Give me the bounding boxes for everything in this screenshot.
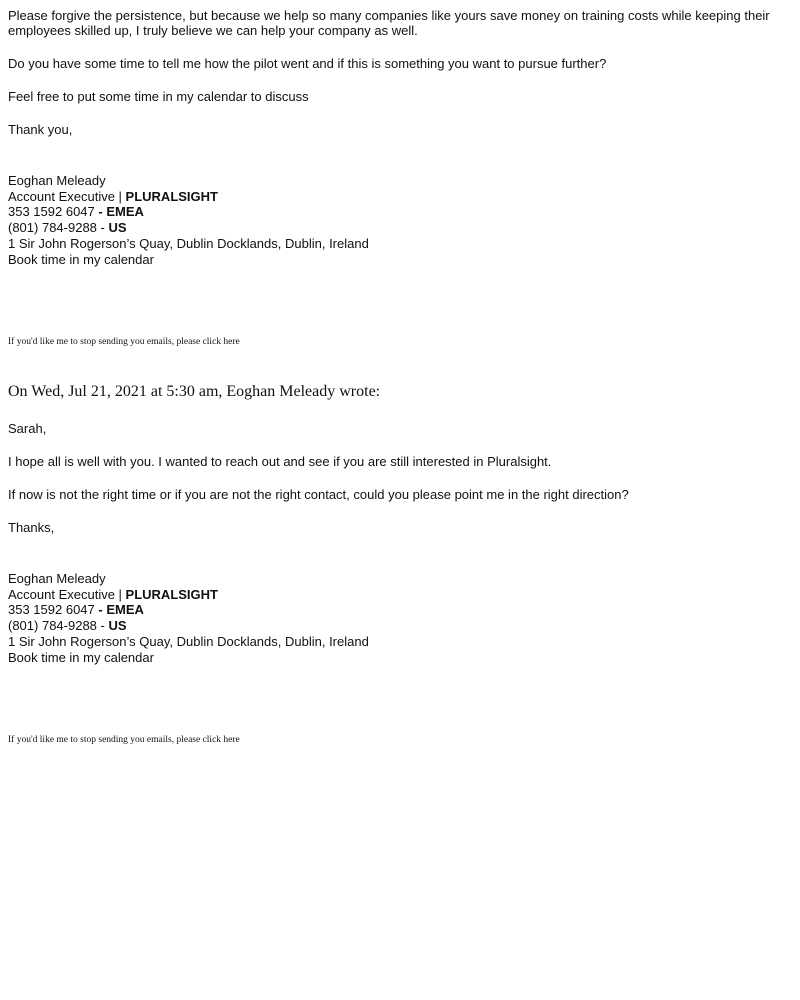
original-paragraph-2: If now is not the right time or if you are not the right contact, could you please point me in the right direction?: [8, 487, 629, 502]
signature-region2: US: [108, 618, 127, 634]
signature-block-2: [8, 571, 369, 665]
unsubscribe-link[interactable]: If you'd like me to stop sending you emails, please click here: [8, 337, 240, 347]
signature-phone1: 353 1592 6047: [8, 204, 99, 220]
signature-phone2: (801) 784-9288 -: [8, 220, 109, 236]
unsubscribe-link-2[interactable]: If you'd like me to stop sending you emails, please click here: [8, 735, 240, 745]
signature-address: 1 Sir John Rogerson’s Quay, Dublin Docklands, Dublin, Ireland: [8, 633, 369, 649]
signature-region2: US: [108, 220, 127, 236]
calendar-link[interactable]: Book time in my calendar: [8, 251, 154, 267]
reply-paragraph-3: Feel free to put some time in my calendar to discuss: [8, 89, 309, 104]
signature-phone-us: [8, 220, 369, 236]
reply-closing: Thank you,: [8, 122, 73, 137]
signature-address: 1 Sir John Rogerson’s Quay, Dublin Docklands, Dublin, Ireland: [8, 235, 369, 251]
signature-phone-emea: [8, 602, 369, 618]
original-greeting: Sarah,: [8, 421, 47, 436]
signature-phone-us: [8, 618, 369, 634]
signature-region1: - EMEA: [98, 602, 144, 618]
signature-name: Eoghan Meleady: [8, 173, 106, 188]
signature-title-line: [8, 587, 369, 603]
signature-title: Account Executive |: [8, 586, 126, 602]
calendar-link-2[interactable]: Book time in my calendar: [8, 649, 154, 665]
signature-company: PLURALSIGHT: [125, 188, 218, 204]
signature-name: Eoghan Meleady: [8, 571, 106, 586]
signature-phone2: (801) 784-9288 -: [8, 618, 109, 634]
signature-phone1: 353 1592 6047: [8, 602, 99, 618]
signature-region1: - EMEA: [98, 204, 144, 220]
signature-phone-emea: [8, 204, 369, 220]
signature-title-line: [8, 189, 369, 205]
original-closing: Thanks,: [8, 520, 55, 535]
signature-block: [8, 173, 369, 267]
signature-company: PLURALSIGHT: [125, 586, 218, 602]
reply-paragraph-2: Do you have some time to tell me how the pilot went and if this is something you want to pursue further?: [8, 56, 607, 71]
signature-title: Account Executive |: [8, 188, 126, 204]
reply-paragraph-1: Please forgive the persistence, but because we help so many companies like yours save money on training costs while keeping their employees skilled up, I truly believe we can help your company as well.: [8, 8, 770, 38]
original-paragraph-1: I hope all is well with you. I wanted to reach out and see if you are still interested in Pluralsight.: [8, 454, 552, 469]
quote-header: On Wed, Jul 21, 2021 at 5:30 am, Eoghan Meleady wrote:: [8, 383, 381, 400]
